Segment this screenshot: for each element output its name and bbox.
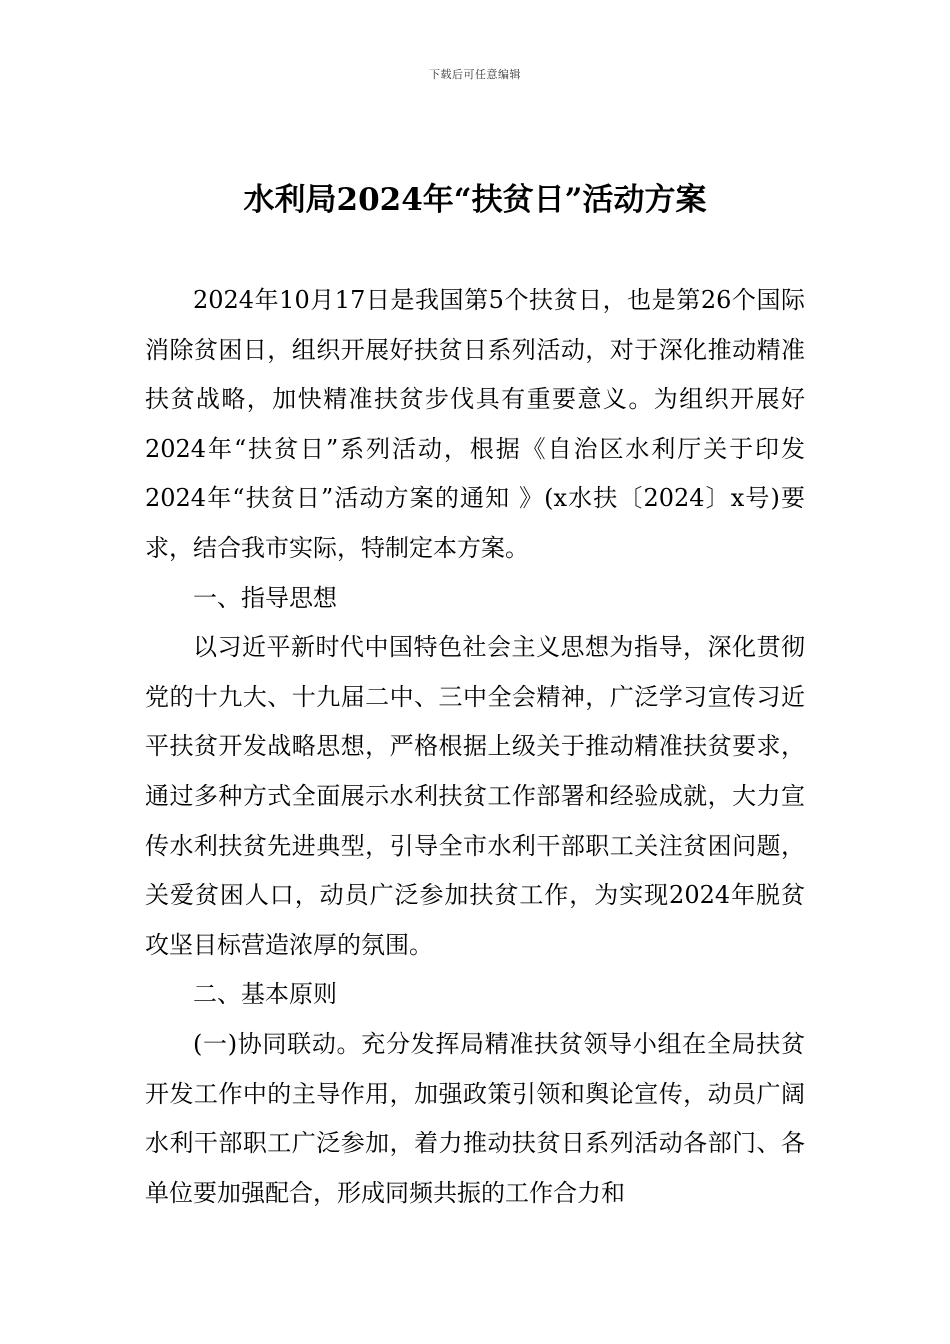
section-heading-guiding-thought: 一、指导思想: [193, 583, 337, 612]
section-heading-basic-principles: 二、基本原则: [193, 980, 337, 1009]
document-title: 水利局2024年“扶贫日”活动方案: [243, 182, 707, 218]
paragraph-intro: 2024年10月17日是我国第5个扶贫日，也是第26个国际消除贫困日，组织开展好扶贫日系列活动，对于深化推动精准扶贫战略，加快精准扶贫步伐具有重要意义。为组织开展好2024年“扶贫日”系列活动，根据《自治区水利厅关于印发2024年“扶贫日”活动方案的通知 》(x水扶〔2024〕x号)要求，结合我市实际，特制定本方案。: [145, 286, 805, 562]
paragraph-coordination: (一)协同联动。充分发挥局精准扶贫领导小组在全局扶贫开发工作中的主导作用，加强政策引领和舆论宣传，动员广阔水利干部职工广泛参加，着力推动扶贫日系列活动各部门、各单位要加强配合，形成同频共振的工作合力和: [145, 1029, 805, 1207]
document-body: [145, 276, 805, 1218]
paragraph-guiding-thought: 以习近平新时代中国特色社会主义思想为指导，深化贯彻党的十九大、十九届二中、三中全会精神，广泛学习宣传习近平扶贫开发战略思想，严格根据上级关于推动精准扶贫要求，通过多种方式全面展示水利扶贫工作部署和经验成就，大力宣传水利扶贫先进典型，引导全市水利干部职工关注贫困问题，关爱贫困人口，动员广泛参加扶贫工作，为实现2024年脱贫攻坚目标营造浓厚的氛围。: [145, 633, 805, 959]
header-note: 下载后可任意编辑: [429, 68, 521, 81]
